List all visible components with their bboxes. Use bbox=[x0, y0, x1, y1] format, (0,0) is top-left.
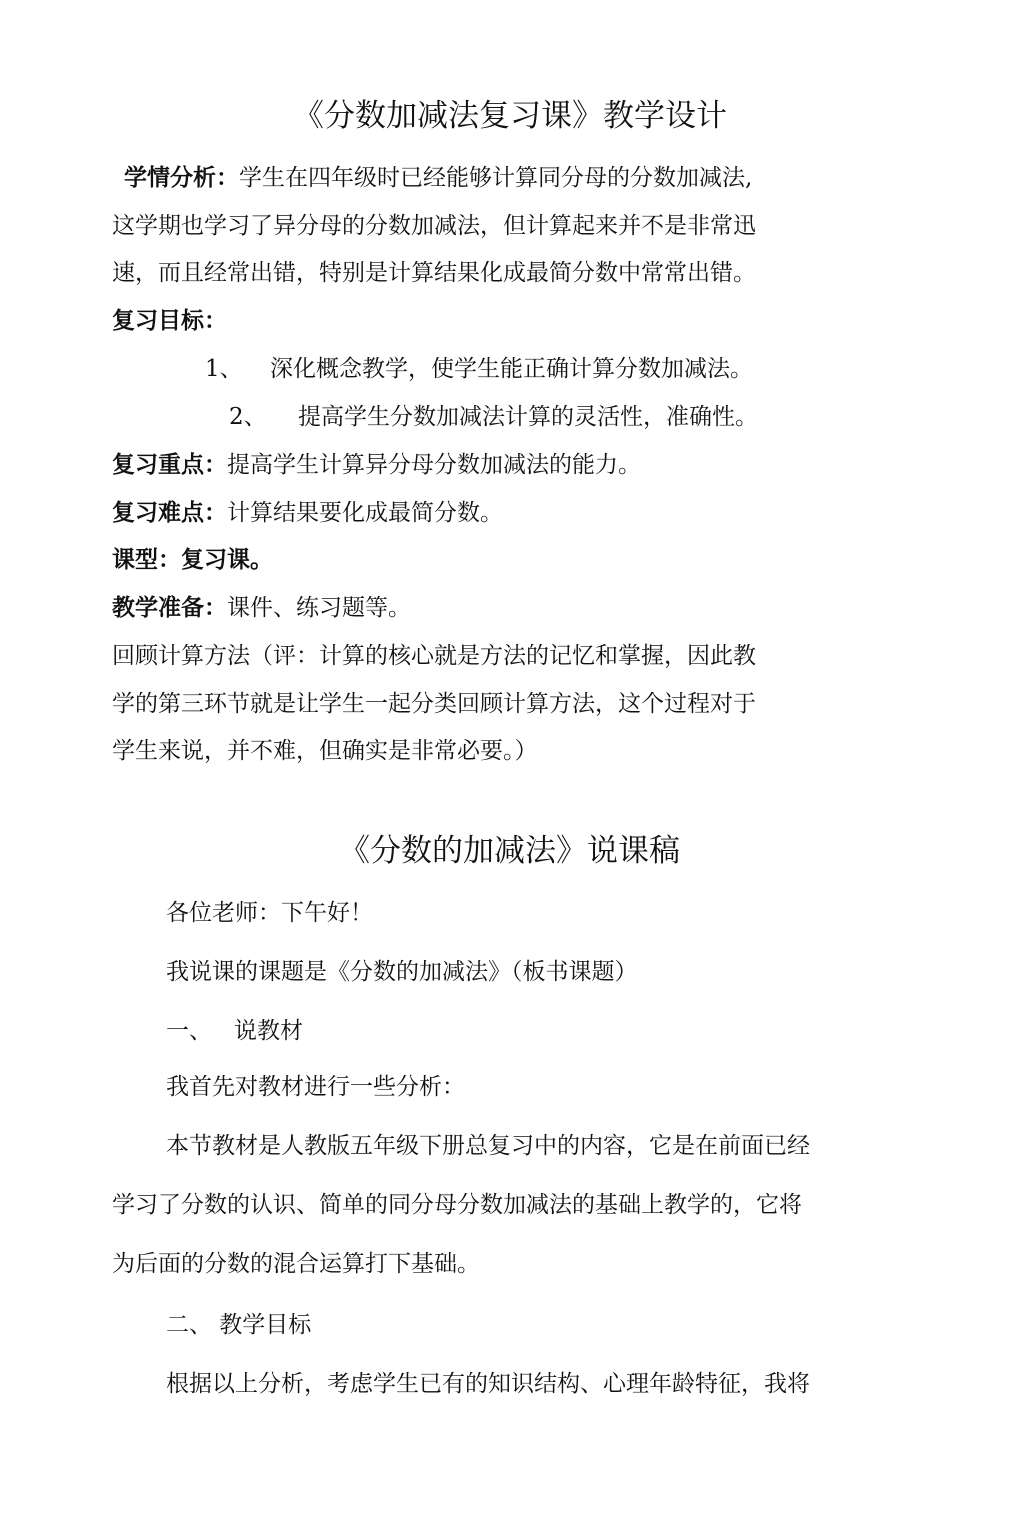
goals-label: 复习目标： bbox=[112, 307, 227, 334]
difficulty-label: 复习难点： bbox=[112, 499, 227, 526]
analysis-line-1 bbox=[124, 162, 752, 194]
lesson-type: 课型：复习课。 bbox=[112, 546, 273, 573]
objective-line: 根据以上分析，考虑学生已有的知识结构、心理年龄特征，我将 bbox=[166, 1371, 810, 1397]
goal-text-2: 提高学生分数加减法计算的灵活性，准确性。 bbox=[298, 404, 758, 430]
key-point-line bbox=[112, 449, 641, 481]
section-one-number: 一、 bbox=[166, 1018, 212, 1044]
section-one-heading: 说教材 bbox=[234, 1018, 303, 1044]
material-line-2: 学习了分数的认识、简单的同分母分数加减法的基础上教学的，它将 bbox=[112, 1192, 802, 1218]
section-two-heading: 二、 教学目标 bbox=[166, 1312, 312, 1338]
goal-text-1: 深化概念教学，使学生能正确计算分数加减法。 bbox=[270, 356, 753, 382]
topic-line: 我说课的课题是《分数的加减法》（板书课题） bbox=[166, 959, 638, 985]
preparation-line bbox=[112, 592, 411, 624]
review-line-2: 学的第三环节就是让学生一起分类回顾计算方法，这个过程对于 bbox=[112, 691, 756, 717]
analysis-intro: 我首先对教材进行一些分析： bbox=[166, 1074, 465, 1100]
greeting: 各位老师：下午好！ bbox=[166, 900, 373, 926]
difficulty-text: 计算结果要化成最简分数。 bbox=[227, 500, 503, 526]
goal-number-2: 2、 bbox=[229, 404, 267, 430]
preparation-text: 课件、练习题等。 bbox=[227, 595, 411, 621]
key-point-text: 提高学生计算异分母分数加减法的能力。 bbox=[227, 452, 641, 478]
key-point-label: 复习重点： bbox=[112, 451, 227, 478]
design-title: 《分数加减法复习课》教学设计 bbox=[293, 98, 727, 134]
analysis-label: 学情分析： bbox=[124, 164, 239, 191]
analysis-line-3: 速，而且经常出错，特别是计算结果化成最简分数中常常出错。 bbox=[112, 260, 756, 286]
speech-title: 《分数的加减法》说课稿 bbox=[339, 833, 680, 869]
review-line-1: 回顾计算方法（评：计算的核心就是方法的记忆和掌握，因此教 bbox=[112, 643, 756, 669]
review-line-3: 学生来说，并不难，但确实是非常必要。） bbox=[112, 738, 538, 764]
material-line-3: 为后面的分数的混合运算打下基础。 bbox=[112, 1251, 480, 1277]
material-line-1: 本节教材是人教版五年级下册总复习中的内容，它是在前面已经 bbox=[166, 1133, 810, 1159]
analysis-text: 学生在四年级时已经能够计算同分母的分数加减法, bbox=[239, 165, 753, 191]
preparation-label: 教学准备： bbox=[112, 594, 227, 621]
goal-number-1: 1、 bbox=[205, 356, 243, 382]
analysis-line-2: 这学期也学习了异分母的分数加减法，但计算起来并不是非常迅 bbox=[112, 213, 756, 239]
difficulty-line bbox=[112, 497, 503, 529]
